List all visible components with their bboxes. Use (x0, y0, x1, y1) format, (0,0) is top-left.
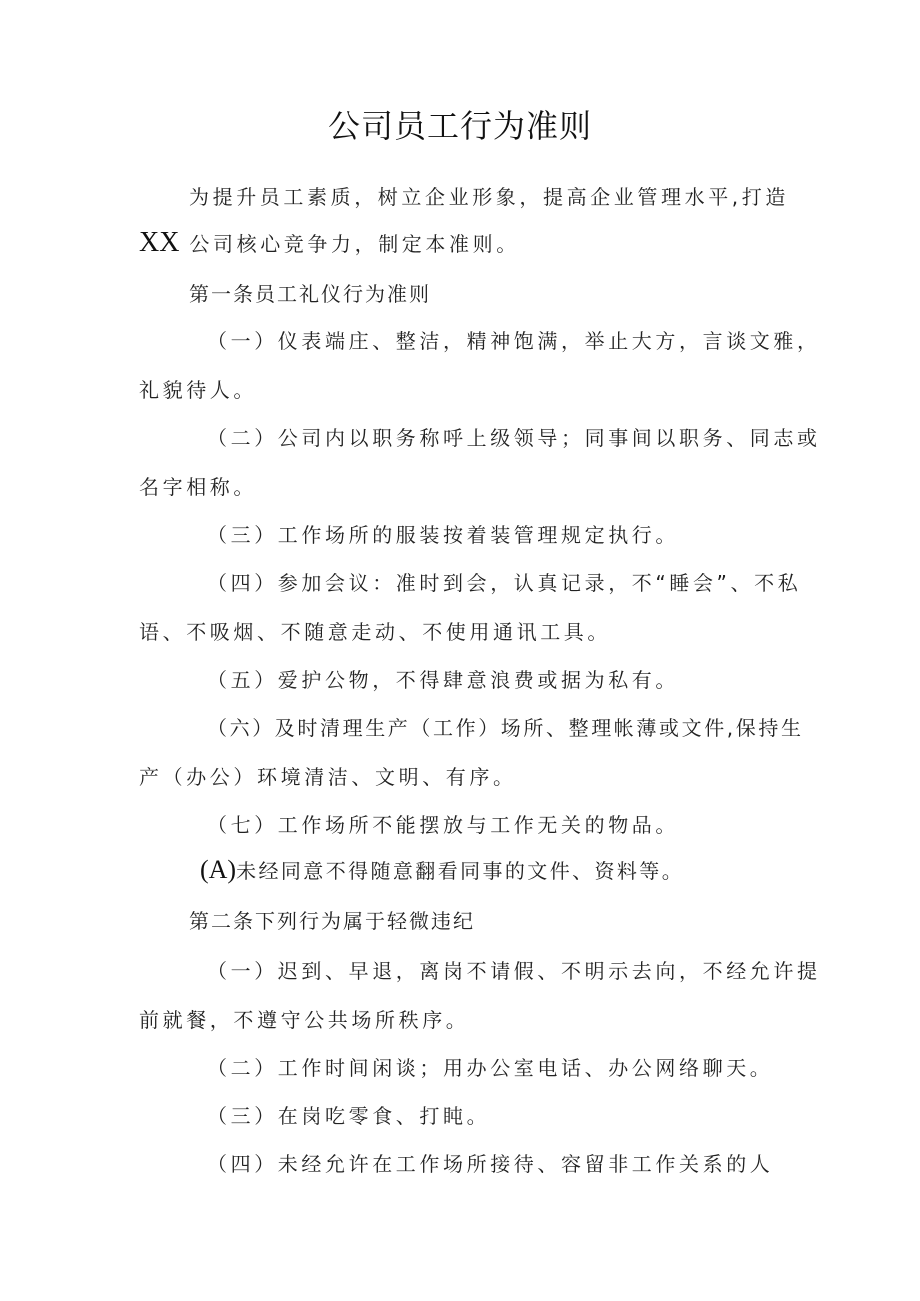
article-1-item-a (200, 856, 684, 885)
article-1-item-4-line-2: 语、不吸烟、不随意走动、不使用通讯工具。 (139, 620, 611, 644)
document-title: 公司员工行为准则 (327, 107, 592, 145)
article-1-item-6-line-1: （六）及时清理生产（工作）场所、整理帐薄或文件,保持生 (207, 716, 804, 740)
article-1-item-1-line-2: 礼貌待人。 (139, 378, 257, 402)
company-placeholder: XX (139, 227, 180, 258)
item-a-marker: (A) (200, 855, 237, 884)
article-1-item-1-line-1: （一）仪表端庄、整洁，精神饱满，举止大方，言谈文雅， (207, 329, 821, 353)
article-1-item-2-line-2: 名字相称。 (139, 475, 257, 499)
article-1-item-7: （七）工作场所不能摆放与工作无关的物品。 (207, 813, 679, 837)
item-a-text: 未经同意不得随意翻看同事的文件、资料等。 (236, 859, 685, 883)
article-1-item-6-line-2: 产（办公）环境清洁、文明、有序。 (139, 765, 517, 789)
intro-line-2-text: 公司核心竞争力，制定本准则。 (179, 232, 520, 256)
article-1-item-4-line-1: （四）参加会议：准时到会，认真记录，不“睡会”、不私 (207, 571, 802, 595)
article-2-item-1-line-1: （一）迟到、早退，离岗不请假、不明示去向，不经允许提 (207, 959, 821, 983)
article-2-item-4: （四）未经允许在工作场所接待、容留非工作关系的人 (207, 1152, 774, 1176)
article-2-item-3: （三）在岗吃零食、打盹。 (207, 1104, 491, 1128)
article-1-item-2-line-1: （二）公司内以职务称呼上级领导；同事间以职务、同志或 (207, 426, 821, 450)
article-1-heading: 第一条员工礼仪行为准则 (189, 282, 431, 306)
article-2-item-2: （二）工作时间闲谈；用办公室电话、办公网络聊天。 (207, 1056, 774, 1080)
intro-line-1: 为提升员工素质，树立企业形象，提高企业管理水平,打造 (189, 185, 789, 209)
article-1-item-3: （三）工作场所的服装按着装管理规定执行。 (207, 523, 679, 547)
article-1-item-5: （五）爱护公物，不得肆意浪费或据为私有。 (207, 668, 679, 692)
article-2-item-1-line-2: 前就餐，不遵守公共场所秩序。 (139, 1008, 470, 1032)
intro-line-2 (139, 229, 520, 258)
article-2-heading: 第二条下列行为属于轻微违纪 (189, 909, 475, 933)
